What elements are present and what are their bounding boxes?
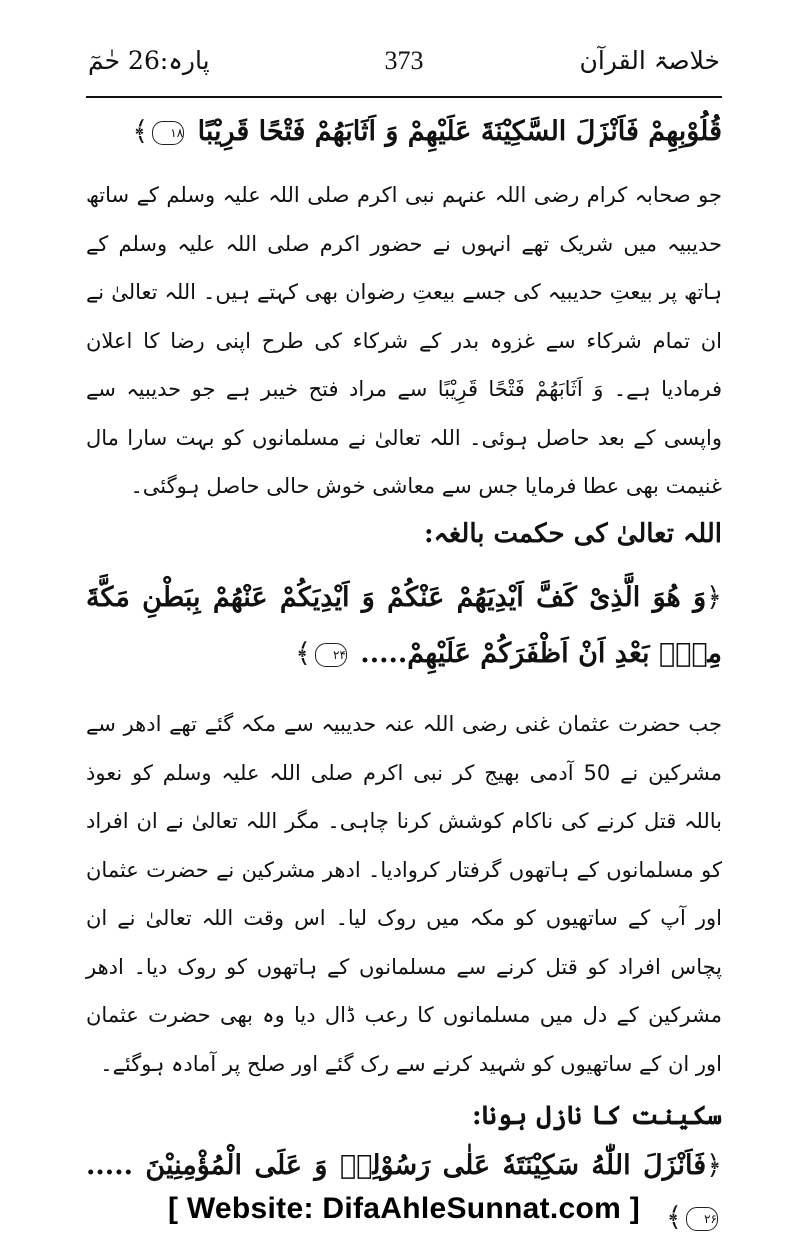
header-divider	[86, 96, 722, 98]
paragraph-usman-story: جب حضرت عثمان غنی رضی اللہ عنہ حدیبیہ سے مکہ گئے تھے ادھر سے مشرکین نے 50 آدمی بھیج کر نبی اکرم صلی اللہ علیہ وسلم کو نعوذ باللہ قتل کرنے کی ناکام کوشش کرنا چاہی۔ مگر اللہ تعالیٰ نے ان افراد کو مسلمانوں کے ہاتھوں گرفتار کروادیا۔ ادھر مشرکین نے حضرت عثمان اور آپ کے ساتھیوں کو مکہ میں روک لیا۔ اس وقت اللہ تعالیٰ نے ان پچاس افراد کو قتل کرنے سے مسلمانوں کے ہاتھوں کو روک دیا۔ ادھر مشرکین کے دل میں مسلمانوں کا رعب ڈال دیا وہ بھی حضرت عثمان اور ان کے ساتھیوں کو شہید کرنے سے رک گئے اور صلح پر آمادہ ہوگئے۔	[86, 712, 723, 1076]
verse-text: وَ هُوَ الَّذِیْ كَفَّ اَیْدِیَهُمْ عَنْكُمْ وَ اَیْدِیَكُمْ عَنْهُمْ بِبَطْنِ مَكَّةَ مِنْۢ بَعْدِ اَنْ اَظْفَرَكُمْ عَلَیْهِمْ.....	[86, 582, 722, 669]
verse-text: قُلُوْبِهِمْ فَاَنْزَلَ السَّكِيْنَةَ عَلَيْهِمْ وَ اَثَابَهُمْ فَتْحًا قَرِيْبًا	[197, 116, 722, 147]
ayah-number-marker: ۱۸	[152, 121, 184, 145]
website-watermark: [ Website: DifaAhleSunnat.com ]	[167, 1192, 641, 1225]
book-title: خلاصۃ القرآن	[579, 46, 720, 75]
verse-48-18	[86, 104, 722, 160]
verse-48-24	[86, 570, 722, 682]
paragraph-bayat-rizwan: جو صحابہ کرام رضی اللہ عنہم نبی اکرم صلی اللہ علیہ وسلم کے ساتھ حدیبیہ میں شریک تھے انہوں نے حضور اکرم صلی اللہ علیہ وسلم کے ہاتھ پر بیعتِ حدیبیہ کی جسے بیعتِ رضوان بھی کہتے ہیں۔ اللہ تعالیٰ نے ان تمام شرکاء سے غزوہ بدر کے شرکاء کی طرح اپنی رضا کا اعلان فرمادیا ہے۔ وَ اَثَابَهُمْ فَتْحًا قَرِيْبًا سے مراد فتح خیبر ہے جو حدیبیہ سے واپسی کے بعد حاصل ہوئی۔ اللہ تعالیٰ نے مسلمانوں کو بہت سارا مال غنیمت بھی عطا فرمایا جس سے معاشی خوش حالی حاصل ہوگئی۔	[86, 183, 722, 498]
verse-close-bracket: ﴾	[295, 638, 311, 669]
section-heading-sakinat: سکینت کا نازل ہونا:	[471, 1101, 722, 1131]
verse-open-bracket: ﴿	[706, 582, 722, 613]
verse-open-bracket: ﴿	[706, 1150, 722, 1181]
ayah-number-marker: ۲۴	[315, 643, 347, 667]
page-header	[88, 40, 720, 90]
verse-close-bracket: ﴾	[666, 1202, 682, 1233]
verse-text: فَاَنْزَلَ اللّٰهُ سَكِیْنَتَهٗ عَلٰی رَسُوْلِهٖ وَ عَلَى الْمُؤْمِنِیْنَ .....	[86, 1150, 707, 1181]
ayah-number-marker: ۲۶	[686, 1207, 718, 1231]
section-heading-hikmat: اللہ تعالیٰ کی حکمت بالغہ:	[424, 519, 722, 549]
page-number: 373	[384, 46, 424, 75]
verse-close-bracket: ﴾	[132, 116, 149, 147]
para-label: پارہ:26 حٰمٓ	[88, 46, 210, 75]
